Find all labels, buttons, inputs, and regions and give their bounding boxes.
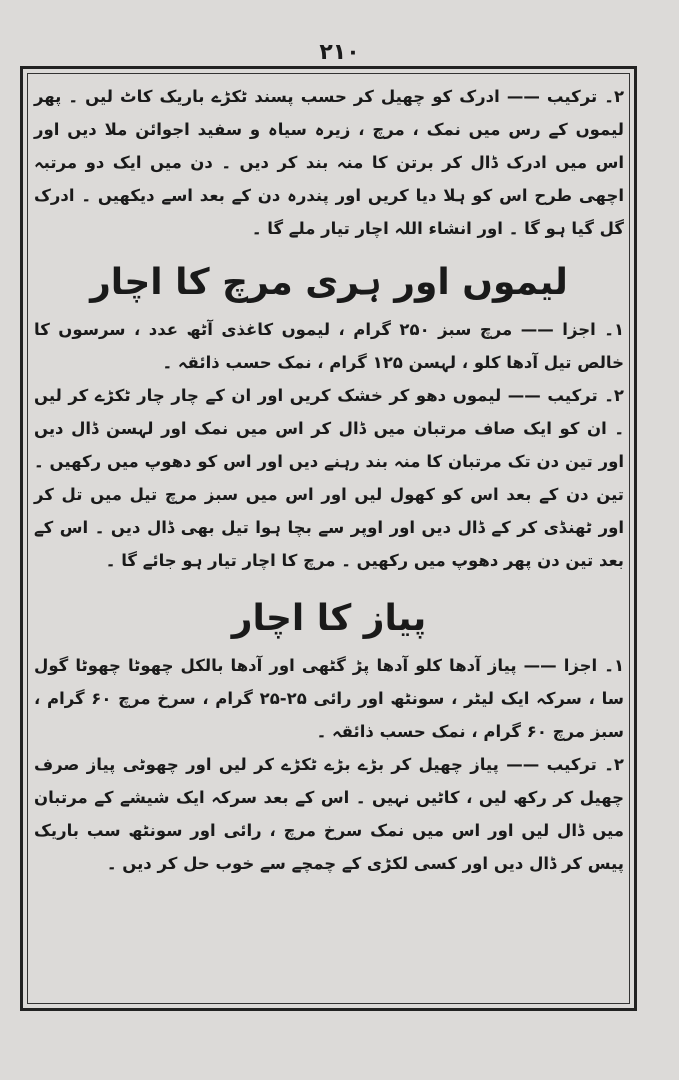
section-heading: لیموں اور ہری مرچ کا اچار	[90, 262, 568, 303]
lemon-chili-pickle-section	[34, 259, 624, 577]
paragraph-text: پیاز چھیل کر بڑے بڑے ٹکڑے کر لیں اور چھوٹی پیاز صرف چھیل کر رکھ لیں ، کاٹیں نہیں ۔ اس کے بعد سرکہ ایک شیشے کے مرتبان میں ڈال لیں اور اس میں نمک سرخ مرچ ، رائی اور سونٹھ سب باریک پیس کر ڈال دیں اور کسی لکڑی کے چمچے سے خوب حل کر دیں ۔	[34, 755, 624, 873]
paragraph-label: ۲۔ ترکیب ——	[506, 755, 624, 774]
paragraph-text: پیاز آدھا کلو آدھا پڑ گٹھی اور آدھا بالکل چھوٹا چھوٹا گول سا ، سرکہ ایک لیٹر ، سونٹھ اور رائی ۲۵-۲۵ گرام ، سرخ مرچ ۶۰ گرام ، سبز مرچ ۶۰ گرام ، نمک حسب ذائقہ ۔	[34, 656, 625, 741]
paragraph-label: ۱۔ اجزا ——	[523, 656, 625, 675]
page-number: ۲۱۰	[319, 40, 360, 65]
paragraph-text: لیموں دھو کر خشک کریں اور ان کے چار چار ٹکڑے کر لیں ۔ ان کو ایک صاف مرتبان میں ڈال کر اس میں نمک اور لہسن ڈال دیں اور تین دن تک مرتبان کا منہ بند رہنے دیں اور اس کو دھوپ میں رکھیں ۔ تین دن کے بعد اس کو کھول لیں اور اس میں سبز مرچ تیل میں تل کر اور ٹھنڈی کر کے ڈال دیں اور اوپر سے بچا ہوا تیل بھی ڈال دیں ۔ اس کے بعد تین دن پھر دھوپ میں رکھیں ۔ مرچ کا اچار تیار ہو جائے گا ۔	[34, 386, 624, 570]
section-heading: پیاز کا اچار	[231, 598, 427, 639]
paragraph-label: ۱۔ اجزا ——	[520, 320, 625, 339]
method-paragraph	[34, 748, 624, 880]
ingredients-paragraph	[34, 313, 624, 379]
paragraph-text: ادرک کو چھیل کر حسب پسند ٹکڑے باریک کاٹ لیں ۔ پھر لیموں کے رس میں نمک ، مرچ ، زیرہ سیاہ و سفید اجوائن ملا دیں اور اس میں ادرک ڈال کر برتن کا منہ بند کر دیں ۔ دن میں ایک دو مرتبہ اچھی طرح اس کو ہلا دیا کریں اور پندرہ دن کے بعد اسے دیکھیں ۔ ادرک گل گیا ہو گا ۔ اور انشاء اللہ اچار تیار ملے گا ۔	[34, 87, 624, 238]
page-content	[34, 80, 624, 880]
paragraph-text: مرچ سبز ۲۵۰ گرام ، لیموں کاغذی آٹھ عدد ، سرسوں کا خالص تیل آدھا کلو ، لہسن ۱۲۵ گرام ، نمک حسب ذائقہ ۔	[34, 320, 624, 372]
ginger-pickle-method-section	[34, 80, 624, 245]
paragraph-label: ۲۔ ترکیب ——	[506, 87, 625, 106]
ingredients-paragraph	[34, 649, 624, 748]
ginger-method-paragraph	[34, 80, 624, 245]
paragraph-label: ۲۔ ترکیب ——	[507, 386, 624, 405]
onion-pickle-section	[34, 595, 624, 880]
method-paragraph	[34, 379, 624, 577]
